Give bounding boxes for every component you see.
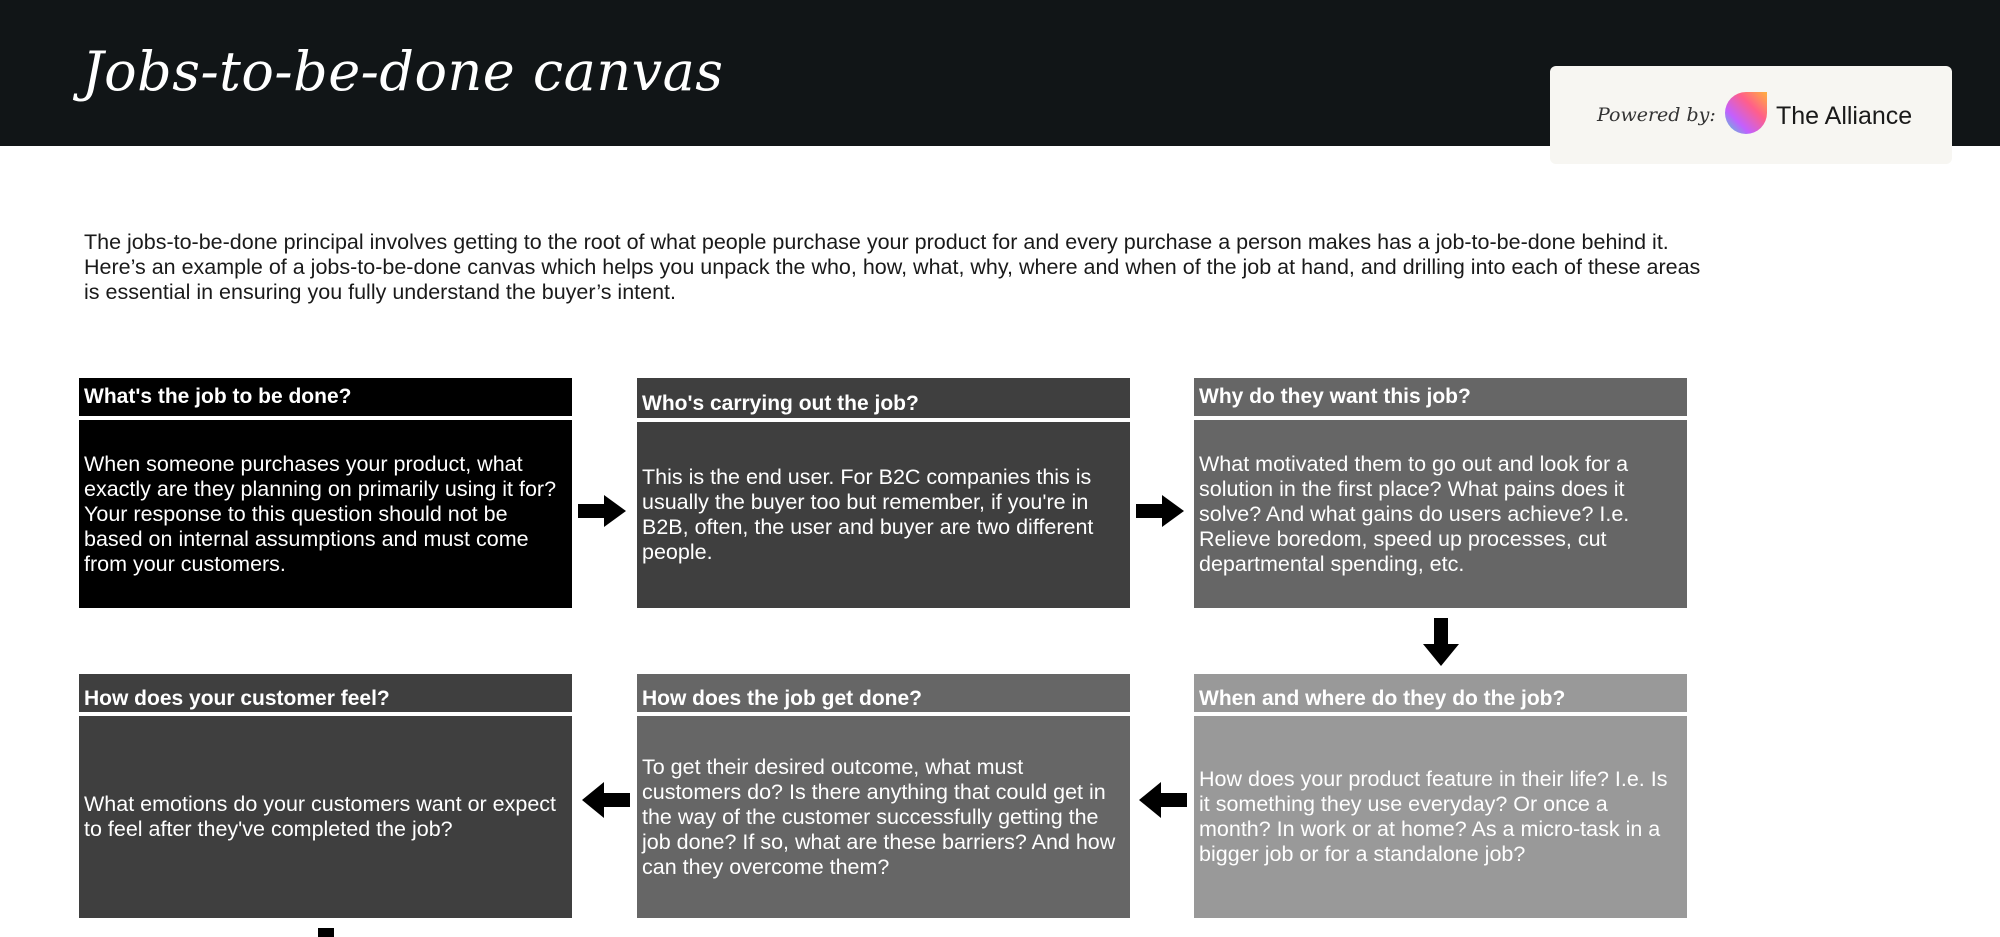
arrow-right-icon [1136, 495, 1184, 527]
box-title: How does the job get done? [637, 674, 1130, 714]
box-body: What emotions do your customers want or expect to feel after they've completed the job? [79, 716, 572, 918]
box-body: What motivated them to go out and look for a solution in the first place? What pains does it solve? And what gains do users achieve? I.e. Relieve boredom, speed up processes, cut departmental spending, etc. [1194, 420, 1687, 608]
box-body: To get their desired outcome, what must customers do? Is there anything that could get in the way of the customer successfully getting the job done? If so, what are these barriers? And how can they overcome them? [637, 716, 1130, 918]
page-title: Jobs-to-be-done canvas [82, 40, 724, 103]
box-title: What's the job to be done? [79, 378, 572, 418]
box-title: Who's carrying out the job? [637, 378, 1130, 420]
box-body: When someone purchases your product, what exactly are they planning on primarily using it for? Your response to this question should not be based on internal assumptions and must come from your customers. [79, 420, 572, 608]
arrow-down-partial-icon [318, 928, 334, 937]
intro-paragraph: The jobs-to-be-done principal involves getting to the root of what people purchase your product for and every purchase a person makes has a job-to-be-done behind it. Here’s an example of a jobs-to-be-done canvas which helps you unpack the who, how, what, why, where and when of the job at hand, and drilling into each of these areas is essential in ensuring you fully understand the buyer’s intent. [84, 230, 1701, 304]
box-body: How does your product feature in their life? I.e. Is it something they use everyday? Or once a month? In work or at home? As a micro-task in a bigger job or for a standalone job? [1194, 716, 1687, 918]
brand-name: The Alliance [1776, 102, 1913, 130]
powered-by-label: Powered by: [1597, 104, 1716, 126]
box-title: When and where do they do the job? [1194, 674, 1687, 714]
box-body: This is the end user. For B2C companies this is usually the buyer too but remember, if you're in B2B, often, the user and buyer are two different people. [637, 422, 1130, 608]
powered-by-card [1550, 66, 1952, 164]
box-title: Why do they want this job? [1194, 378, 1687, 418]
box-title: How does your customer feel? [79, 674, 572, 714]
arrow-left-icon [1139, 782, 1187, 818]
arrow-down-icon [1423, 618, 1459, 666]
arrow-right-icon [578, 495, 626, 527]
arrow-left-icon [582, 782, 630, 818]
alliance-logo-icon [1724, 91, 1768, 135]
